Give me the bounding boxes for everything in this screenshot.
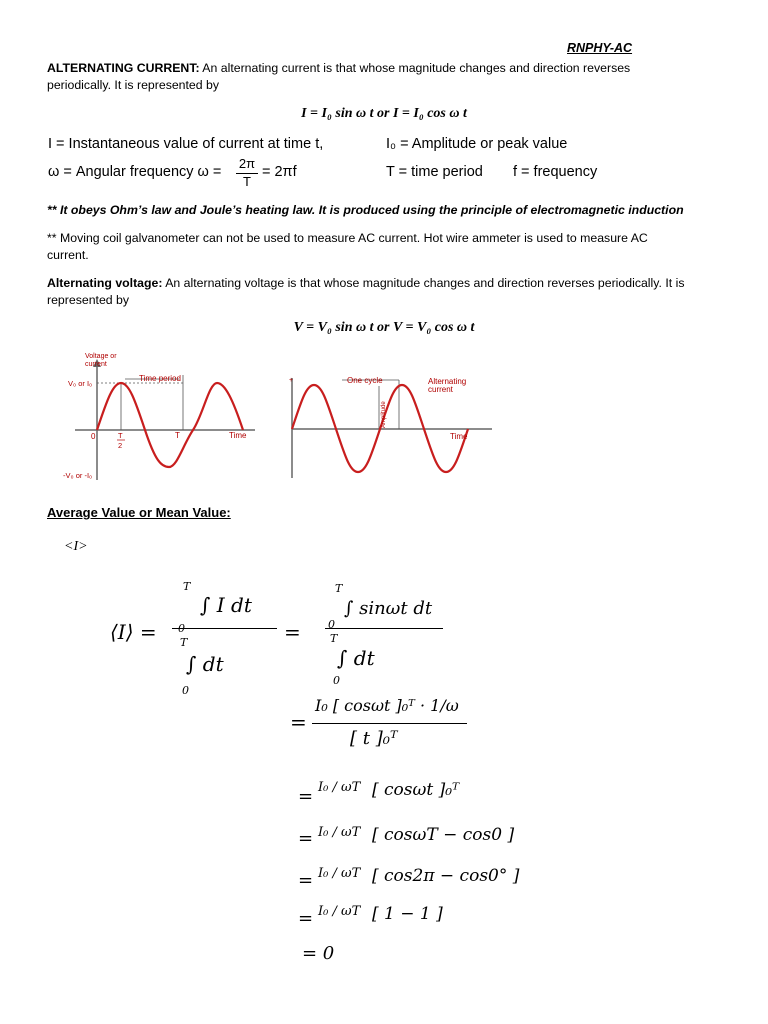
step6-coef: I₀ / ωT bbox=[318, 866, 361, 881]
frac2-bar bbox=[325, 628, 443, 629]
deriv-result: = 0 bbox=[302, 943, 335, 964]
g1-half-t-num: T bbox=[118, 431, 123, 440]
note-ohms-law: ** It obeys Ohm’s law and Joule’s heating law. It is produced using the principle of electromagnetic induction bbox=[47, 203, 684, 217]
ac-line2: periodically. It is represented by bbox=[47, 78, 220, 92]
step5-bracket: [ cosωT − cos0 ] bbox=[372, 825, 515, 845]
num3: I₀ [ cosωt ]₀ᵀ · 1/ω bbox=[315, 696, 459, 715]
den2: ∫ dt bbox=[337, 646, 375, 670]
omega-denominator: T bbox=[243, 174, 251, 189]
num2-upper: T bbox=[335, 582, 343, 595]
av-definition bbox=[47, 275, 737, 309]
g1-peak-label: V₀ or I₀ bbox=[68, 379, 93, 388]
step7-coef: I₀ / ωT bbox=[318, 904, 361, 919]
g1-time-label: Time bbox=[229, 431, 247, 440]
current-formula: I = I₀ sin ω t or I = I₀ cos ω t bbox=[301, 106, 467, 121]
eq5: = bbox=[298, 870, 314, 891]
av-term: Alternating voltage: bbox=[47, 276, 163, 290]
den2-upper: T bbox=[330, 632, 338, 645]
eq3: = bbox=[298, 786, 314, 807]
eq2: = bbox=[290, 710, 307, 734]
note2-line2: current. bbox=[47, 248, 89, 262]
note-galvanometer bbox=[47, 230, 747, 264]
def-period: T = time period bbox=[386, 164, 483, 180]
ac-definition bbox=[47, 60, 737, 94]
den1: ∫ dt bbox=[186, 652, 224, 676]
sine-graph-cycle bbox=[282, 372, 497, 482]
g1-neg-label: -V₀ or -I₀ bbox=[63, 471, 93, 480]
g2-cycle-label: One cycle bbox=[347, 376, 383, 385]
step4-bracket: [ cosωt ]₀ᵀ bbox=[372, 780, 460, 800]
step7-bracket: [ 1 − 1 ] bbox=[372, 904, 443, 924]
note2-line1: ** Moving coil galvanometer can not be used to measure AC current. Hot wire ammeter is used to measure AC bbox=[47, 231, 648, 245]
g2-plus: + bbox=[289, 377, 294, 384]
num2-lower: 0 bbox=[328, 618, 335, 631]
def-amplitude: I₀ = Amplitude or peak value bbox=[386, 136, 568, 152]
av-line1: An alternating voltage is that whose magnitude changes and direction reverses periodically. It is bbox=[162, 276, 685, 290]
num1: ∫ I dt bbox=[200, 593, 252, 617]
g2-amplitude-label: Amplitude bbox=[381, 401, 387, 428]
g2-ac-label-1: Alternating bbox=[428, 377, 467, 386]
doc-code: RNPHY-AC bbox=[567, 41, 633, 55]
num2: ∫ sinωt dt bbox=[344, 598, 433, 619]
den3: [ t ]₀ᵀ bbox=[350, 728, 398, 749]
step5-coef: I₀ / ωT bbox=[318, 825, 361, 840]
g2-time-label: Time bbox=[450, 432, 468, 441]
eq6: = bbox=[298, 908, 314, 929]
def-frequency: f = frequency bbox=[513, 164, 598, 180]
g1-half-t-den: 2 bbox=[118, 441, 123, 450]
num1-upper: T bbox=[183, 580, 191, 593]
den1-upper: T bbox=[180, 636, 188, 649]
def-instantaneous: I = Instantaneous value of current at time t, bbox=[48, 136, 324, 152]
g2-ac-label-2: current bbox=[428, 385, 453, 394]
step6-bracket: [ cos2π − cos0° ] bbox=[372, 866, 520, 886]
sine-graph-period bbox=[55, 345, 265, 485]
g1-ylabel-1: Voltage or bbox=[85, 353, 117, 360]
step4-coef: I₀ / ωT bbox=[318, 780, 361, 795]
g1-ylabel-2: current bbox=[85, 361, 107, 368]
g1-origin: 0 bbox=[91, 432, 96, 441]
frac3-bar bbox=[312, 723, 467, 724]
deriv-lhs: ⟨I⟩ = bbox=[110, 620, 157, 644]
ac-line1: An alternating current is that whose magnitude changes and direction reverses bbox=[199, 61, 631, 75]
den1-lower: 0 bbox=[182, 684, 189, 697]
g1-period-label: Time period bbox=[139, 374, 181, 383]
eq1: = bbox=[284, 620, 301, 644]
avg-symbol: <I> bbox=[64, 539, 88, 554]
den2-lower: 0 bbox=[333, 674, 340, 687]
av-line2: represented by bbox=[47, 293, 130, 307]
avg-heading: Average Value or Mean Value: bbox=[47, 505, 231, 520]
def-omega-eq: = 2πf bbox=[262, 164, 297, 180]
frac1-bar bbox=[172, 628, 277, 629]
def-omega: ω = Angular frequency ω = bbox=[48, 164, 222, 180]
voltage-formula: V = V₀ sin ω t or V = V₀ cos ω t bbox=[293, 320, 475, 335]
ac-term: ALTERNATING CURRENT: bbox=[47, 61, 200, 75]
eq4: = bbox=[298, 828, 314, 849]
num1-lower: 0 bbox=[178, 622, 185, 635]
g1-t-label: T bbox=[175, 431, 180, 440]
omega-numerator: 2π bbox=[238, 156, 256, 171]
g1-sine-wave bbox=[97, 383, 243, 467]
